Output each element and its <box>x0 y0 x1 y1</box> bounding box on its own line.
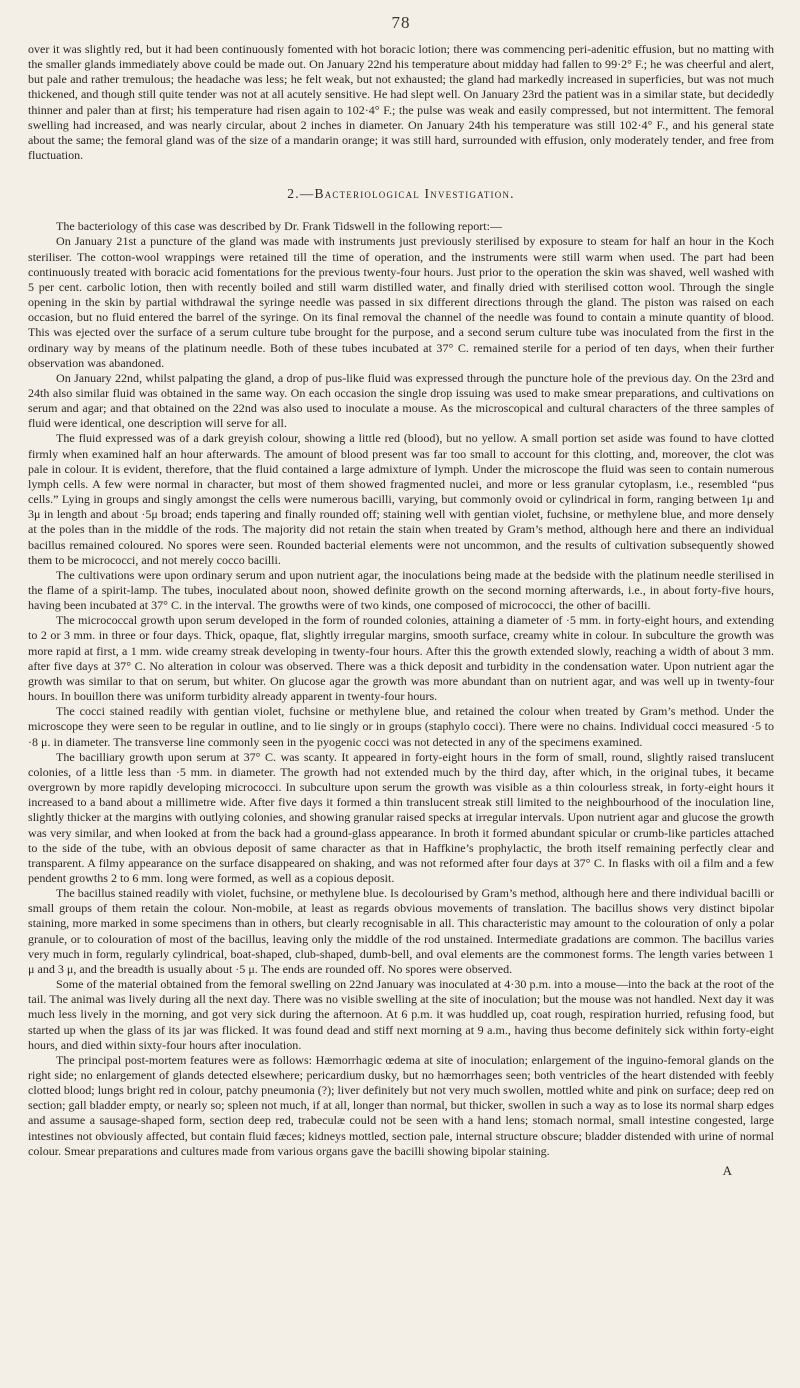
paragraph-post-mortem: The principal post-mortem features were as follows: Hæmorrhagic œdema at site of inoculation; enlargement of the inguino-femoral glands on the right side; no enlargement of glands detected elsewhere; pericardium dusky, but no hæmorrhages seen; both ventricles of the heart distended with feebly clotted blood; lungs bright red in colour, patchy pneumonia (?); liver definitely but not very much swollen, mottled white and pink on surface; deep red on section; gall bladder empty, or nearly so; spleen not much, if at all, longer than normal, but thicker, swollen in such a way as to lose its normal sharp edges and assume a sausage-shaped form, section deep red, trabeculæ could not be seen with a hand lens; stomach normal, small intestine congested, large intestines not obviously affected, but contain fluid fæces; kidneys mottled, section pale, internal structure obscure; bladder distended with urine of normal colour. Smear preparations and cultures made from various organs gave the bacilli showing bipolar staining. <box>28 1052 774 1158</box>
paragraph-pus-fluid: On January 22nd, whilst palpating the gland, a drop of pus-like fluid was expressed through the puncture hole of the previous day. On the 23rd and 24th also similar fluid was obtained in the same way. On each occasion the single drop issuing was used to make smear preparations, and cultivations on serum and agar; and that obtained on the 22nd was also used to inoculate a mouse. As the microscopical and cultural characters of the three samples of fluid were identical, one description will serve for all. <box>28 370 774 431</box>
paragraph-mouse-inoculation: Some of the material obtained from the femoral swelling on 22nd January was inoculated at 4·30 p.m. into a mouse—into the back at the root of the tail. The animal was lively during all the next day. There was no visible swelling at the site of inoculation; but the mouse was not handled. Next day it was much less lively in the morning, and got very sick during the afternoon. At 6 p.m. it was huddled up, coat rough, respiration hurried, refusing food, but started up when the glass of its jar was flicked. It was found dead and stiff next morning at 9 a.m., having thus become definitely sick within forty-eight hours, and died within sixty-four hours after inoculation. <box>28 977 774 1052</box>
signature-mark: A <box>722 1162 732 1178</box>
paragraph-cultivations: The cultivations were upon ordinary serum and upon nutrient agar, the inoculations being made at the bedside with the platinum needle sterilised in the flame of a spirit-lamp. The tubes, inoculated about noon, showed definite growth on the second morning afterwards, i.e., in about forty-five hours, having been incubated at 37° C. in the interval. The growths were of two kinds, one composed of micrococci, the other of bacilli. <box>28 567 774 613</box>
paragraph-bacillus-staining: The bacillus stained readily with violet, fuchsine, or methylene blue. Is decolourised by Gram’s method, although here and there individual bacilli or small groups of them retain the colour. Non-mobile, at least as regards obvious movements of translation. The bacillus shows very distinct bipolar staining, more marked in some specimens than in others, but clearly recognisable in all. This characteristic may amount to the colouration of only a polar granule, or to colouration of most of the bacillus, leaving only the middle of the rod unstained. Intermediate gradations are common. The bacillus varies very much in form, regularly cylindrical, boat-shaped, club-shaped, dumb-bell, and oval elements are the commonest forms. The length varies between 1 μ and 3 μ, and the breadth is usually about ·5 μ. The ends are rounded off. No spores were observed. <box>28 886 774 976</box>
paragraph-report-intro: The bacteriology of this case was described by Dr. Frank Tidswell in the following report:— <box>56 219 502 234</box>
paragraph-fluid-microscopy: The fluid expressed was of a dark greyish colour, showing a little red (blood), but no yellow. A small portion set aside was found to have clotted firmly when examined half an hour afterwards. The amount of blood present was far too small to account for this clotting, and, moreover, the clot was pale in colour. It is evident, therefore, that the fluid contained a large admixture of lymph. Under the microscope the fluid was seen to contain numerous lymph cells. A few were normal in character, but most of them showed fragmented nuclei, and more or less granular cytoplasm, i.e., resembled “pus cells.” Lying in groups and singly amongst the cells were numerous bacilli, varying, but commonly ovoid or cylindrical in form, ranging between 1μ and 3μ in length and about ·5μ broad; ends tapering and finally rounded off; staining well with gentian violet, fuchsine, or methylene blue, and more densely at the poles than in the middle of the rods. The majority did not retain the stain when treated by Gram’s method, although here and there an individual bacillus remained coloured. No spores were seen. Rounded bacterial elements were not uncommon, and the results of cultivation subsequently showed them to be micrococci, and not merely cocco bacilli. <box>28 431 774 567</box>
paragraph-cocci-staining: The cocci stained readily with gentian violet, fuchsine or methylene blue, and retained the colour when treated by Gram’s method. Under the microscope they were seen to be regular in outline, and to lie singly or in groups (staphylo cocci). There were no chains. Individual cocci measured ·5 to ·8 μ. in diameter. The transverse line commonly seen in the pyogenic cocci was not detected in any of the specimens examined. <box>28 704 774 749</box>
page-number: 78 <box>391 13 411 32</box>
section-title: 2.—Bacteriological Investigation. <box>287 186 515 202</box>
paragraph-micrococcal-growth: The micrococcal growth upon serum developed in the form of rounded colonies, attaining a diameter of ·5 mm. in forty-eight hours, and extending to 2 or 3 mm. in three or four days. Thick, opaque, flat, slightly irregular margins, smooth surface, creamy white in colour. In subculture the growth was more rapid at first, a 1 mm. wide creamy streak developing in twenty-four hours. After this the growth extended slowly, reaching a width of about 3 mm. after five days at 37° C. No alteration in colour was observed. There was a thick deposit and turbidity in the condensation water. Upon nutrient agar the growth was similar to that on serum, but whiter. On glucose agar the growth was more abundant than on nutrient agar, and was well up in twenty-four hours. In bouillon there was uniform turbidity already apparent in twenty-four hours. <box>28 613 774 704</box>
paragraph-gland-puncture: On January 21st a puncture of the gland was made with instruments just previously sterilised by exposure to steam for half an hour in the Koch steriliser. The cotton-wool wrappings were retained till the time of operation, and the instruments were still warm when used. The part had been continuously treated with boracic acid fomentations for the previous twenty-four hours. Just prior to the operation the skin was shaved, well washed with 5 per cent. carbolic lotion, then with recently boiled and still warm distilled water, and finally dried with sterilised cotton wool. Through the single opening in the skin by partial withdrawal the syringe needle was passed in six different directions through the gland. The piston was raised on each occasion, but no fluid entered the barrel of the syringe. On its final removal the channel of the needle was found to contain a minute quantity of blood. This was ejected over the surface of a serum culture tube brought for the purpose, and a second serum culture tube was inoculated from the first in the ordinary way by means of the platinum needle. Both of these tubes incubated at 37° C. remained sterile for a period of ten days, when their further observation was abandoned. <box>28 234 774 370</box>
paragraph-bacillary-growth: The bacilliary growth upon serum at 37° C. was scanty. It appeared in forty-eight hours in the form of small, round, slightly raised translucent colonies, of a little less than ·5 mm. in diameter. The growth had not extended much by the third day, after which, in the original tubes, it became overgrown by more rapidly developing micrococci. In subculture upon serum the growth was visible as a thin colourless streak, in forty-eight hours it increased to a band about a millimetre wide. After five days it formed a thin translucent streak still limited to the neighbourhood of the inoculation line, slightly thicker at the margins with outlying colonies, and showing granular raised specks at irregular intervals. Upon nutrient agar and glucose the growth was very similar, and when looked at from the back had a ground-glass appearance. In broth it formed abundant spicular or crumb-like particles attached to the side of the tube, with an obvious deposit of same character as that in Haffkine’s prophylactic, the broth itself remaining perfectly clear and transparent. A filmy appearance on the surface disappeared on shaking, and was not reformed after four days at 37° C. In flasks with oil a film and a few pendent growths 2 to 6 mm. long were formed, as well as a copious deposit. <box>28 749 774 885</box>
paragraph-case-continuation: over it was slightly red, but it had been continuously fomented with hot boracic lotion; there was commencing peri-adenitic effusion, but no matting with the smaller glands immediately above could be made out. On January 22nd his temperature about midday had fallen to 99·2° F.; he was cheerful and alert, but pale and rather tremulous; the headache was less; he felt weak, but not exhausted; the gland had markedly increased in superficies, but was not much thickened, and though still quite tender was not at all acutely sensitive. He had slept well. On January 23rd the patient was in a similar state, but decidedly thinner and paler than at first; his temperature had risen again to 102·4° F.; the pulse was weak and easily compressed, but not intermittent. The femoral swelling had increased, and was nearly circular, about 2 inches in diameter. On January 24th his temperature was still 102·4° F., and his general state about the same; the femoral gland was of the size of a mandarin orange; it was still hard, surrounded with effusion, only moderately tender, and free from fluctuation. <box>28 42 774 163</box>
